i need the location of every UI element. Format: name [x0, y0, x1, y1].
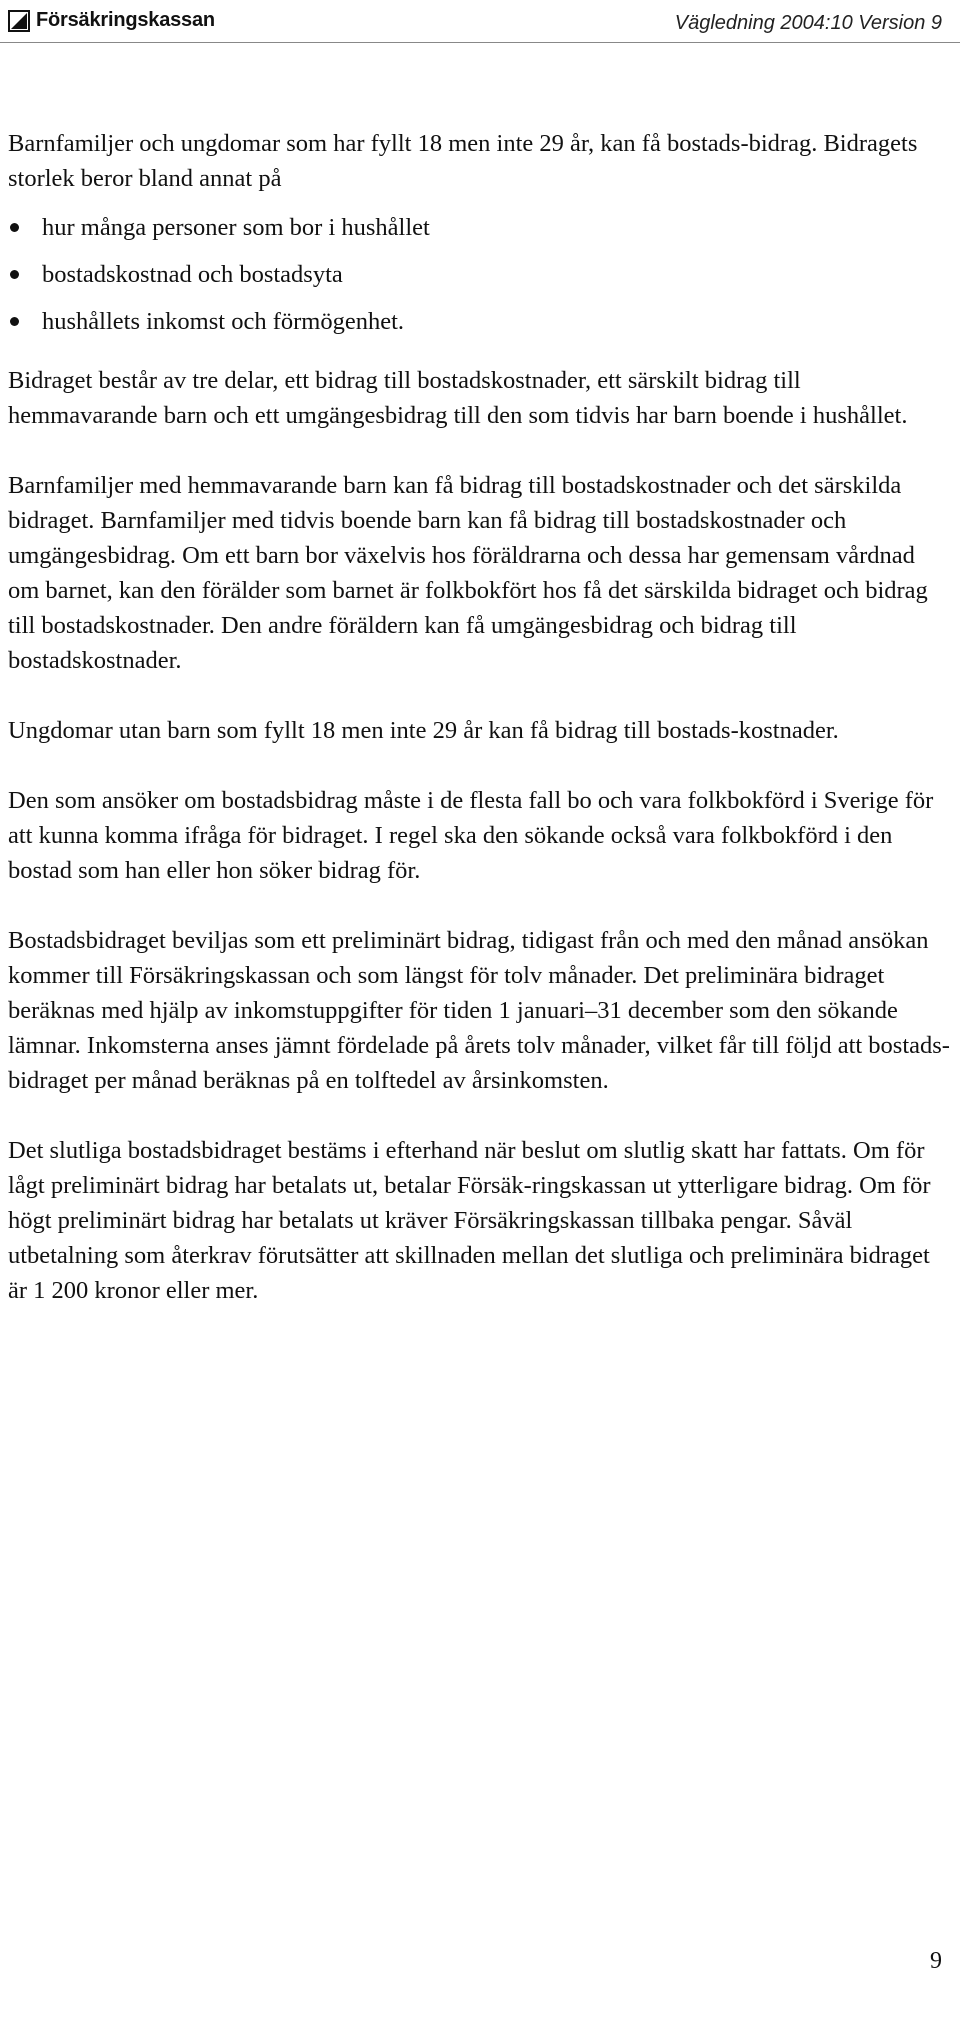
logo-mark-icon [8, 10, 30, 32]
bullet-text: bostadskostnad och bostadsyta [42, 261, 343, 288]
document-reference: Vägledning 2004:10 Version 9 [674, 12, 942, 34]
bullet-item [8, 298, 952, 345]
bullet-text: hur många personer som bor i hushållet [42, 214, 430, 241]
bullet-list [8, 204, 952, 345]
intro-paragraph: Barnfamiljer och ungdomar som har fyllt 18 men inte 29 år, kan få bostads-bidrag. Bidragets storlek beror bland annat på [8, 130, 918, 192]
paragraph: Ungdomar utan barn som fyllt 18 men inte 29 år kan få bidrag till bostads-kostnader. [8, 717, 839, 744]
logo-text: Försäkringskassan [36, 9, 215, 31]
bullet-item [8, 204, 952, 251]
bullet-icon [10, 223, 19, 232]
bullet-icon [10, 270, 19, 279]
bullet-text: hushållets inkomst och förmögenhet. [42, 308, 404, 335]
paragraph: Barnfamiljer med hemmavarande barn kan få bidrag till bostadskostnader och det särskilda bidraget. Barnfamiljer med tidvis boende barn kan få bidrag till bostadskostnader och umgängesbidrag. Om ett barn bor växelvis hos föräldrarna och dessa har gemensam vårdnad om barnet, kan den förälder som barnet är folkbokfört hos få det särskilda bidraget och bidrag till bostadskostnader. Den andre föräldern kan få umgängesbidrag och bidrag till bostadskostnader. [8, 472, 928, 674]
page-header [0, 0, 960, 44]
paragraph: Bostadsbidraget beviljas som ett preliminärt bidrag, tidigast från och med den månad ansökan kommer till Försäkringskassan och som längst för tolv månader. Det preliminära bidraget beräknas med hjälp av inkomstuppgifter för tiden 1 januari–31 december som den sökande lämnar. Inkomsterna anses jämnt fördelade på årets tolv månader, vilket får till följd att bostads-bidraget per månad beräknas på en tolftedel av årsinkomsten. [8, 927, 950, 1094]
bullet-icon [10, 317, 19, 326]
paragraph: Den som ansöker om bostadsbidrag måste i de flesta fall bo och vara folkbokförd i Sverige för att kunna komma ifråga för bidraget. I regel ska den sökande också vara folkbokförd i den bostad som han eller hon söker bidrag för. [8, 787, 934, 884]
logo [8, 9, 215, 32]
bullet-item [8, 251, 952, 298]
page-number: 9 [930, 1948, 942, 1974]
header-divider [0, 42, 960, 43]
document-body [8, 126, 952, 1343]
paragraph: Bidraget består av tre delar, ett bidrag till bostadskostnader, ett särskilt bidrag till hemmavarande barn och ett umgängesbidrag till den som tidvis har barn boende i hushållet. [8, 367, 908, 429]
paragraph: Det slutliga bostadsbidraget bestäms i efterhand när beslut om slutlig skatt har fattats. Om för lågt preliminärt bidrag har betalats ut, betalar Försäk-ringskassan ut ytterligare bidrag. Om för högt preliminärt bidrag har betalats ut kräver Försäkringskassan tillbaka pengar. Såväl utbetalning som återkrav förutsätter att skillnaden mellan det slutliga och preliminära bidraget är 1 200 kronor eller mer. [8, 1137, 931, 1304]
